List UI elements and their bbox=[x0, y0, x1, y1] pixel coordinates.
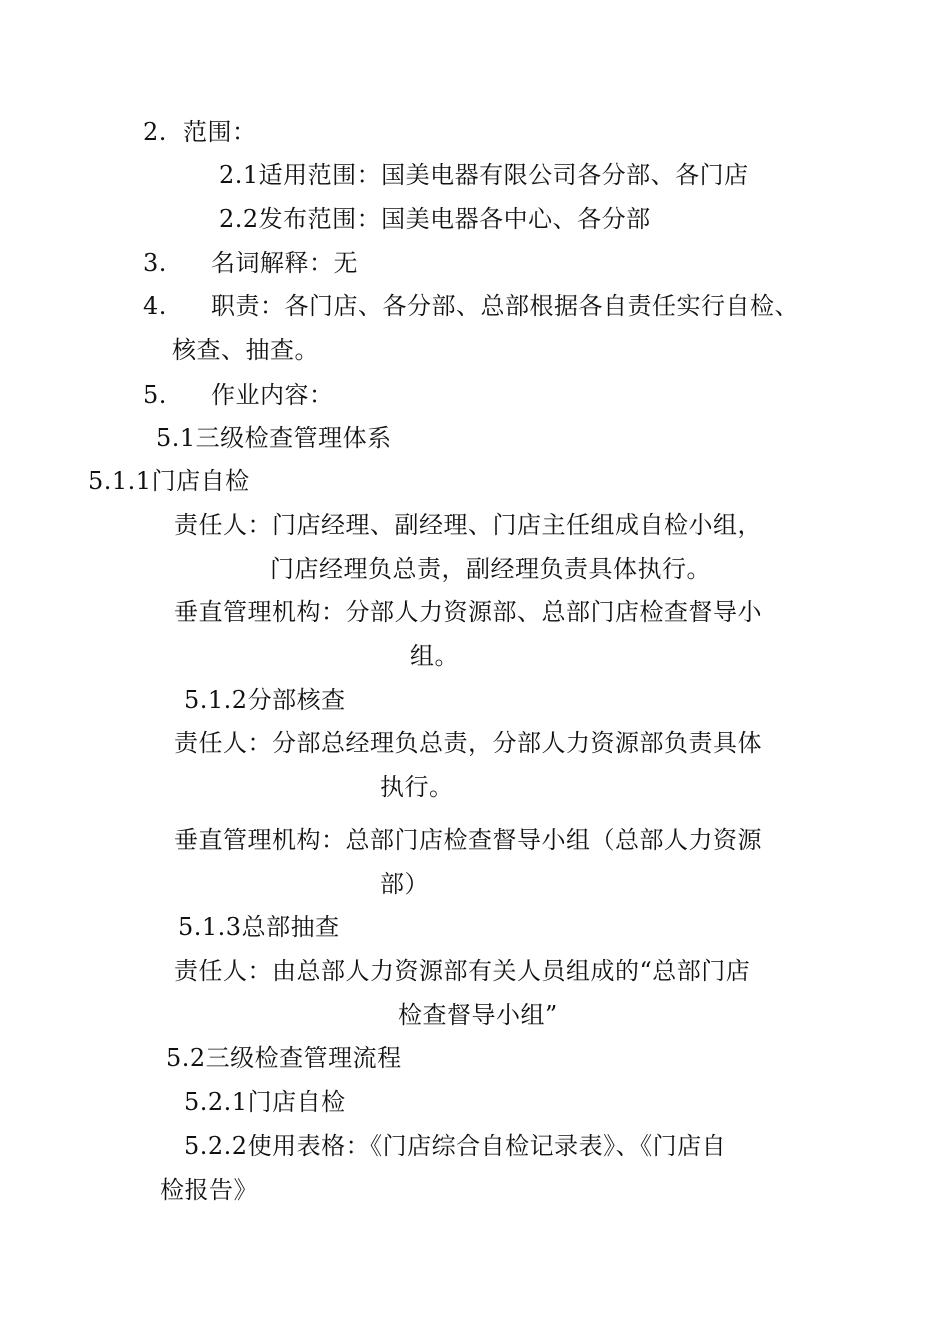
section-5-1-1: 5.1.1门店自检 bbox=[88, 467, 250, 495]
section-4-continued: 核查、抽查。 bbox=[172, 336, 319, 364]
section-5-2: 5.2三级检查管理流程 bbox=[166, 1044, 402, 1072]
vertical-management-store-continued: 组。 bbox=[410, 642, 459, 670]
responsible-person-store: 责任人：门店经理、副经理、门店主任组成自检小组， bbox=[174, 511, 762, 539]
vertical-management-branch: 垂直管理机构：总部门店检查督导小组（总部人力资源 bbox=[174, 826, 762, 854]
section-2-2: 2.2发布范围：国美电器各中心、各分部 bbox=[219, 205, 651, 233]
section-3: 3. 名词解释：无 bbox=[143, 249, 358, 277]
responsible-person-branch: 责任人：分部总经理负总责，分部人力资源部负责具体 bbox=[174, 729, 762, 757]
vertical-management-store: 垂直管理机构：分部人力资源部、总部门店检查督导小 bbox=[174, 598, 762, 626]
responsible-person-branch-continued: 执行。 bbox=[380, 773, 454, 801]
section-4: 4. 职责：各门店、各分部、总部根据各自责任实行自检、 bbox=[143, 292, 799, 320]
section-2-heading: 2. 范围： bbox=[143, 118, 257, 146]
section-5-1-3: 5.1.3总部抽查 bbox=[178, 913, 340, 941]
section-5: 5. 作业内容： bbox=[143, 381, 334, 409]
responsible-person-store-continued: 门店经理负总责，副经理负责具体执行。 bbox=[270, 555, 711, 583]
section-5-2-2: 5.2.2使用表格：《门店综合自检记录表》、《门店自 bbox=[184, 1132, 727, 1160]
vertical-management-branch-continued: 部） bbox=[380, 870, 429, 898]
section-2-1: 2.1适用范围：国美电器有限公司各分部、各门店 bbox=[219, 161, 749, 189]
section-5-2-1: 5.2.1门店自检 bbox=[184, 1088, 346, 1116]
section-5-1-2: 5.1.2分部核查 bbox=[184, 686, 346, 714]
section-5-1: 5.1三级检查管理体系 bbox=[156, 424, 392, 452]
responsible-person-hq: 责任人：由总部人力资源部有关人员组成的“总部门店 bbox=[174, 957, 751, 985]
section-5-2-2-continued: 检报告》 bbox=[160, 1176, 258, 1204]
responsible-person-hq-continued: 检查督导小组” bbox=[398, 1001, 558, 1029]
